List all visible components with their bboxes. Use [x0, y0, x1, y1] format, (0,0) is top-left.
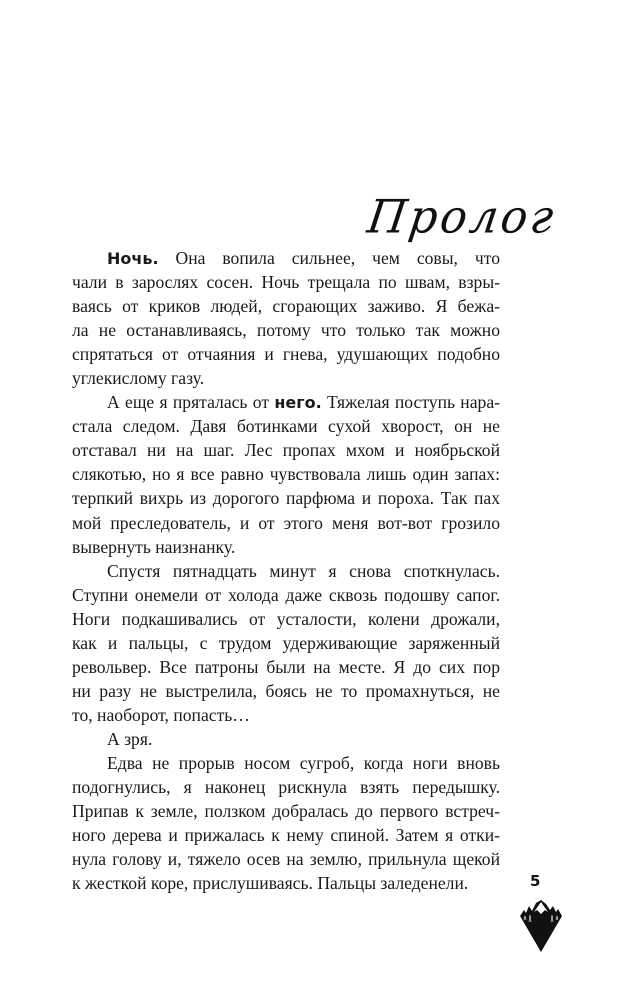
line-text: чали в зарослях сосен. Ночь трещала по швам, взры- — [72, 272, 500, 293]
text-line — [72, 727, 500, 751]
text-line — [72, 438, 500, 462]
line-text: Ноги подкашивались от усталости, колени дрожали, — [72, 608, 500, 629]
text-line — [72, 799, 500, 823]
text-line — [72, 679, 500, 703]
line-text: Припав к земле, ползком добралась до первого встреч- — [72, 801, 500, 822]
text-line — [72, 871, 500, 895]
line-text: мой преследователь, и от этого меня вот-вот грозило — [72, 512, 500, 533]
line-text: углекислому газу. — [72, 368, 205, 389]
line-text: Тяжелая поступь нара- — [321, 392, 500, 413]
text-line — [72, 583, 500, 607]
text-line — [72, 462, 500, 486]
text-line — [72, 294, 500, 318]
text-line — [72, 823, 500, 847]
chapter-title: Пролог — [364, 190, 560, 245]
text-line — [72, 607, 500, 631]
line-text: ного дерева и прижалась к нему спиной. Затем я отки- — [72, 825, 500, 846]
line-text: терпкий вихрь из дорогого парфюма и пороха. Так пах — [72, 488, 500, 509]
line-text: ни разу не выстрелила, боясь не то промахнуться, не — [72, 680, 500, 701]
text-line — [72, 703, 500, 727]
body-text — [72, 246, 500, 895]
text-line — [72, 270, 500, 294]
text-line — [72, 847, 500, 871]
line-text: вывернуть наизнанку. — [72, 536, 236, 557]
text-line — [72, 631, 500, 655]
line-text: как и пальцы, с трудом удерживающие заряженный — [72, 632, 500, 653]
line-text: стала следом. Давя ботинками сухой хворост, он не — [72, 416, 500, 437]
text-line — [72, 486, 500, 510]
emphasized-word: него. — [274, 393, 322, 413]
line-text: спрятаться от отчаяния и гнева, удушающих подобно — [72, 344, 500, 365]
line-text: Она вопила сильнее, чем совы, что — [175, 248, 500, 268]
text-line — [72, 511, 500, 535]
page-number: 5 — [530, 872, 541, 890]
text-line — [72, 751, 500, 775]
line-text: Спустя пятнадцать минут я снова споткнулась. — [107, 560, 500, 581]
line-text: Ступни онемели от холода даже сквозь подошву сапог. — [72, 584, 500, 605]
text-line — [72, 535, 500, 559]
text-line — [72, 342, 500, 366]
text-line — [72, 775, 500, 799]
line-text: подогнулись, я наконец рискнула взять передышку. — [72, 777, 500, 798]
line-text: к жесткой коре, прислушиваясь. Пальцы заледенели. — [72, 873, 469, 894]
line-text: ла не останавливаясь, потому что только так можно — [72, 320, 500, 341]
line-text: слякотью, но я все равно чувствовала лишь один запах: — [72, 464, 500, 485]
text-line — [72, 318, 500, 342]
line-text: то, наоборот, попасть… — [72, 704, 250, 725]
line-text: револьвер. Все патроны были на месте. Я до сих пор — [72, 656, 500, 677]
emphasized-word: Ночь. — [107, 249, 159, 268]
line-text: А зря. — [107, 728, 153, 749]
line-text: А еще я пряталась от — [107, 392, 275, 413]
line-text: ваясь от криков людей, сгорающих заживо. Я бежа- — [72, 296, 500, 317]
text-line — [72, 655, 500, 679]
text-line — [72, 246, 500, 270]
text-line — [72, 414, 500, 438]
text-line — [72, 390, 500, 414]
text-line — [72, 366, 500, 390]
line-text: отставал ни на шаг. Лес пропах мхом и ноябрьской — [72, 440, 500, 461]
line-text: Едва не прорыв носом сугроб, когда ноги вновь — [107, 752, 500, 773]
mountain-forest-emblem-icon — [520, 900, 562, 952]
text-line — [72, 559, 500, 583]
line-text: нула голову и, тяжело осев на землю, прильнула щекой — [72, 849, 500, 870]
